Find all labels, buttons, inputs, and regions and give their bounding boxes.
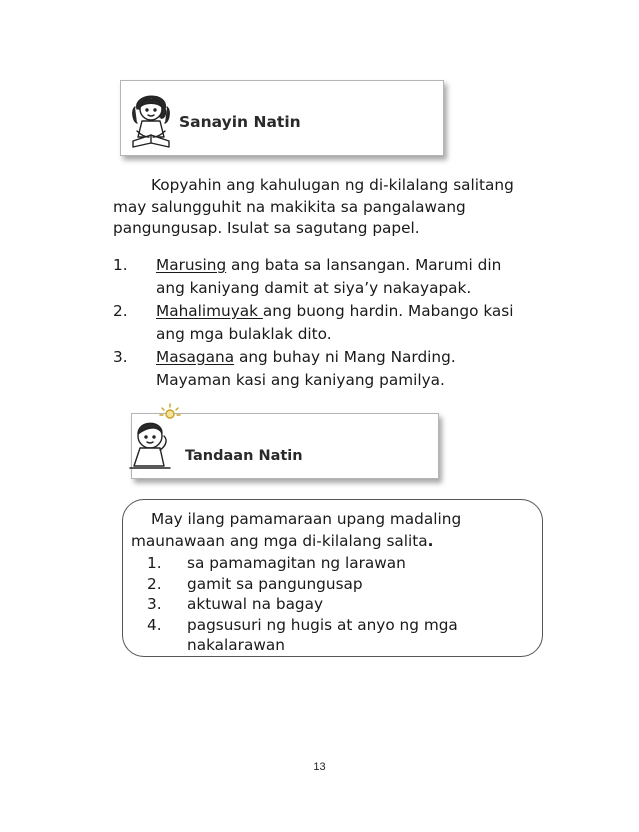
boy-thinking-icon <box>124 400 182 476</box>
reminder-line: May ilang pamamaraan upang madaling <box>151 510 462 528</box>
reminder-line-text: maunawaan ang mga di-kilalang salita <box>131 531 428 550</box>
method-text: sa pamamagitan ng larawan <box>187 554 406 572</box>
section-banner-tandaan <box>131 413 439 479</box>
section-banner-sanayin <box>120 80 444 156</box>
list-item <box>131 553 461 574</box>
instruction-line: may salungguhit na makikita sa pangalawang <box>113 197 466 216</box>
item-number: 2. <box>113 302 128 320</box>
list-item <box>131 574 461 595</box>
girl-reading-icon <box>127 85 175 151</box>
method-number: 2. <box>147 574 162 593</box>
method-text-line2: nakalarawan <box>187 636 285 654</box>
list-item <box>131 615 461 656</box>
reminder-box <box>122 499 543 657</box>
method-text: aktuwal na bagay <box>187 595 324 613</box>
item-text: ang buong hardin. Mabango kasi <box>262 302 514 320</box>
item-text: ang buhay ni Mang Narding. <box>234 348 456 366</box>
reminder-line <box>131 531 461 553</box>
item-text-line2: ang mga bulaklak dito. <box>156 325 332 343</box>
underlined-word: Mahalimuyak <box>156 302 263 320</box>
list-item <box>113 346 514 392</box>
underlined-word: Masagana <box>156 348 235 366</box>
item-number: 1. <box>113 256 128 274</box>
instruction-line: pangungusap. Isulat sa sagutang papel. <box>113 219 420 237</box>
instruction-paragraph <box>113 175 514 240</box>
method-text: gamit sa pangungusap <box>187 574 363 593</box>
section-title-tandaan: Tandaan Natin <box>185 448 303 464</box>
method-text: pagsusuri ng hugis at anyo ng mga <box>187 615 458 634</box>
list-item <box>113 254 514 300</box>
item-number: 3. <box>113 348 128 366</box>
page-number: 13 <box>313 761 326 773</box>
exercise-list <box>113 254 514 392</box>
underlined-word: Marusing <box>156 256 227 274</box>
item-text: ang bata sa lansangan. Marumi din <box>226 256 502 274</box>
method-number: 4. <box>147 615 162 634</box>
reminder-period: . <box>427 531 434 550</box>
instruction-line: Kopyahin ang kahulugan ng di-kilalang salitang <box>151 176 514 194</box>
methods-list <box>131 553 461 656</box>
method-number: 3. <box>147 595 162 613</box>
section-title-sanayin: Sanayin Natin <box>179 113 301 131</box>
reminder-content <box>131 509 461 656</box>
list-item <box>113 300 514 346</box>
list-item <box>131 594 461 615</box>
item-text-line2: ang kaniyang damit at siya’y nakayapak. <box>156 279 472 297</box>
item-text-line2: Mayaman kasi ang kaniyang pamilya. <box>156 371 445 389</box>
method-number: 1. <box>147 554 162 572</box>
